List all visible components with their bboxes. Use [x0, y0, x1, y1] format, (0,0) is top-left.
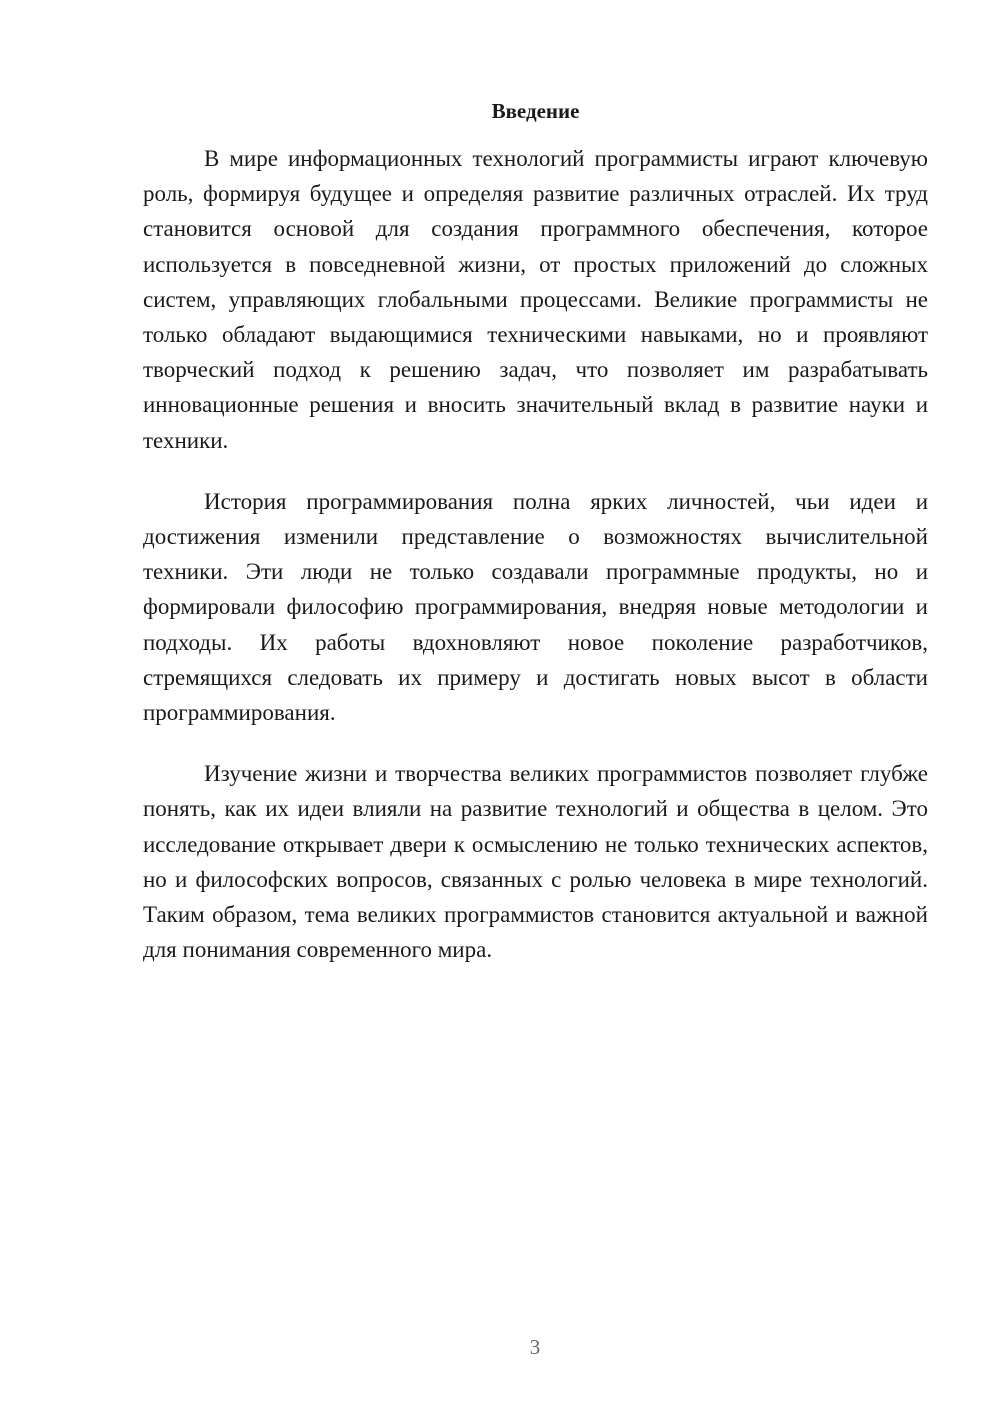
paragraph-history: История программирования полна ярких личностей, чьи идеи и достижения изменили представление о возможностях вычислительной техники. Эти люди не только создавали программные продукты, но и формировали философию программирования, внедряя новые методологии и подходы. Их работы вдохновляют новое поколение разработчиков, стремящихся следовать их примеру и достигать новых высот в области программирования.	[143, 488, 928, 726]
page-content	[143, 94, 928, 967]
paragraph-study: Изучение жизни и творчества великих программистов позволяет глубже понять, как их идеи влияли на развитие технологий и общества в целом. Это исследование открывает двери к осмыслению не только технических аспектов, но и философских вопросов, связанных с ролью человека в мире технологий. Таким образом, тема великих программистов становится актуальной и важной для понимания современного мира.	[143, 761, 928, 963]
section-heading: Введение	[491, 99, 580, 123]
paragraph-intro: В мире информационных технологий программисты играют ключевую роль, формируя будущее и определяя развитие различных отраслей. Их труд становится основой для создания программного обеспечения, которое используется в повседневной жизни, от простых приложений до сложных систем, управляющих глобальными процессами. Великие программисты не только обладают выдающимися техническими навыками, но и проявляют творческий подход к решению задач, что позволяет им разрабатывать инновационные решения и вносить значительный вклад в развитие науки и техники.	[143, 146, 928, 453]
page-number: 3	[529, 1335, 541, 1359]
